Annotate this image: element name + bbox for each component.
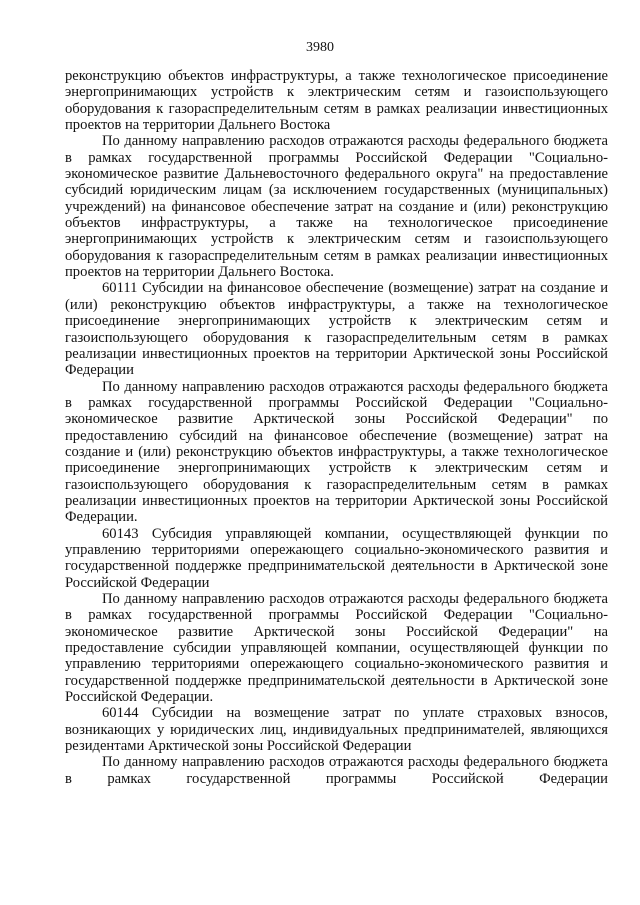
paragraph-description-60111: По данному направлению расходов отражаются расходы федерального бюджета в рамках государственной программы Российской Федерации "Социально-экономическое развитие Арктической зоны Российской Федерации" по предоставлению субсидий на финансовое обеспечение (возмещение) затрат на создание и (или) реконструкцию объектов инфраструктуры, а также технологическое присоединение энергопринимающих устройств к электрическим сетям и газоиспользующего оборудования к газораспределительным сетям в рамках реализации инвестиционных проектов на территории Арктической зоны Российской Федерации. (65, 378, 608, 526)
paragraph-heading-60111: 60111 Субсидии на финансовое обеспечение (возмещение) затрат на создание и (или) реконструкцию объектов инфраструктуры, а также на технологическое присоединение энергопринимающих устройств к электрическим сетям и газоиспользующего оборудования к газораспределительным сетям в рамках реализации инвестиционных проектов на территории Арктической зоны Российской Федерации (65, 280, 608, 379)
paragraph-description-60143: По данному направлению расходов отражаются расходы федерального бюджета в рамках государственной программы Российской Федерации "Социально-экономическое развитие Арктической зоны Российской Федерации" на предоставление субсидии управляющей компании, осуществляющей функции по управлению территориями опережающего социально-экономического развития и государственной поддержке предпринимательской деятельности в Арктической зоне Российской Федерации. (65, 591, 608, 706)
page-number: 3980 (306, 40, 334, 55)
paragraph-continuation: реконструкцию объектов инфраструктуры, а также технологическое присоединение энергопринимающих устройств к электрическим сетям и газоиспользующего оборудования к газораспределительным сетям в рамках реализации инвестиционных проектов на территории Дальнего Востока (65, 68, 608, 134)
document-body (65, 68, 608, 787)
paragraph-description-far-east: По данному направлению расходов отражаются расходы федерального бюджета в рамках государственной программы Российской Федерации "Социально-экономическое развитие Дальневосточного федерального округа" на предоставление субсидий юридическим лицам (за исключением государственных (муниципальных) учреждений) на финансовое обеспечение затрат на создание и (или) реконструкцию объектов инфраструктуры, а также на технологическое присоединение энергопринимающих устройств к электрическим сетям и газоиспользующего оборудования к газораспределительным сетям в рамках реализации инвестиционных проектов на территории Дальнего Востока. (65, 133, 608, 281)
paragraph-description-60144: По данному направлению расходов отражаются расходы федерального бюджета в рамках государственной программы Российской Федерации (65, 754, 608, 787)
paragraph-heading-60144: 60144 Субсидии на возмещение затрат по уплате страховых взносов, возникающих у юридических лиц, индивидуальных предпринимателей, являющихся резидентами Арктической зоны Российской Федерации (65, 705, 608, 755)
paragraph-heading-60143: 60143 Субсидия управляющей компании, осуществляющей функции по управлению территориями опережающего социально-экономического развития и государственной поддержке предпринимательской деятельности в Арктической зоне Российской Федерации (65, 525, 608, 591)
